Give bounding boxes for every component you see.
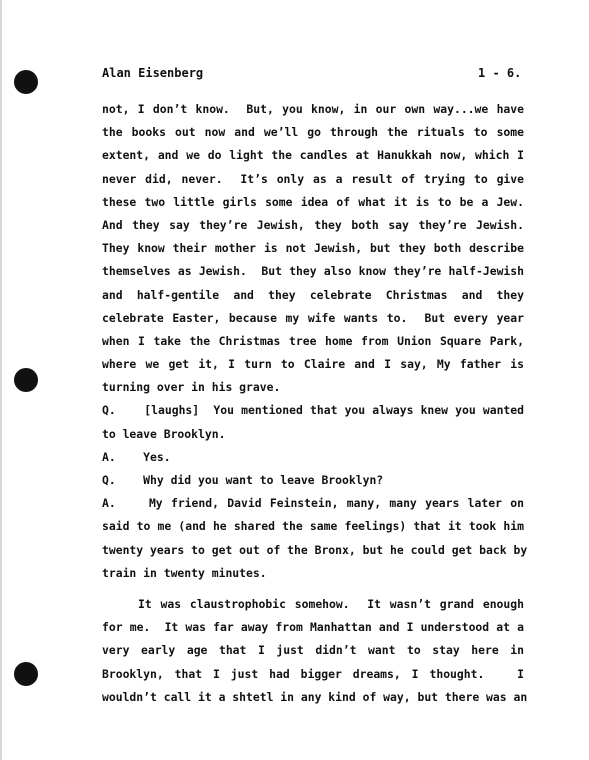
text-line: the books out now and we’ll go through the rituals to some	[102, 125, 524, 140]
text-line: these two little girls some idea of what it is to be a Jew.	[102, 194, 524, 209]
text-line: said to me (and he shared the same feelings) that it took him	[102, 519, 524, 534]
answer-line: A. Yes.	[102, 449, 171, 464]
text-line: very early age that I just didn’t want to stay here in	[102, 643, 524, 658]
text-line: for me. It was far away from Manhattan and I understood at a	[102, 620, 524, 635]
text-line: wouldn’t call it a shtetl in any kind of way, but there was an	[102, 689, 528, 704]
binder-hole-bottom	[14, 662, 38, 686]
binder-hole-middle	[14, 368, 38, 392]
text-line: themselves as Jewish. But they also know they’re half-Jewish	[102, 264, 524, 279]
text-line: extent, and we do light the candles at Hanukkah now, which I	[102, 148, 524, 163]
transcript-body	[102, 100, 528, 711]
text-line: turning over in his grave.	[102, 380, 281, 395]
paragraph-gap	[102, 587, 524, 595]
text-line: never did, never. It’s only as a result of trying to give	[102, 171, 524, 186]
answer-line: A. My friend, David Feinstein, many, many years later on	[102, 496, 524, 511]
text-line: celebrate Easter, because my wife wants to. But every year	[102, 310, 524, 325]
text-line: Brooklyn, that I just had bigger dreams, I thought. I	[102, 666, 524, 681]
text-line: when I take the Christmas tree home from Union Square Park,	[102, 333, 524, 348]
text-line: And they say they’re Jewish, they both say they’re Jewish.	[102, 217, 524, 232]
page-edge	[0, 0, 2, 760]
text-line: twenty years to get out of the Bronx, but he could get back by	[102, 542, 528, 557]
interviewee-name: Alan Eisenberg	[102, 66, 204, 80]
text-line: and half-gentile and they celebrate Christmas and they	[102, 287, 524, 302]
page-header	[102, 66, 522, 84]
question-line: Q. [laughs] You mentioned that you always knew you wanted	[102, 403, 524, 418]
question-line: Q. Why did you want to leave Brooklyn?	[102, 473, 384, 487]
text-line: not, I don’t know. But, you know, in our own way...we have	[102, 102, 524, 116]
text-line: to leave Brooklyn.	[102, 426, 226, 441]
page-number: 1 - 6.	[478, 66, 522, 80]
binder-hole-top	[14, 70, 38, 94]
text-line: train in twenty minutes.	[102, 565, 267, 580]
text-line: They know their mother is not Jewish, but they both describe	[102, 241, 524, 256]
paragraph-first-line: It was claustrophobic somehow. It wasn’t grand enough	[138, 596, 524, 611]
text-line: where we get it, I turn to Claire and I say, My father is	[102, 357, 524, 372]
